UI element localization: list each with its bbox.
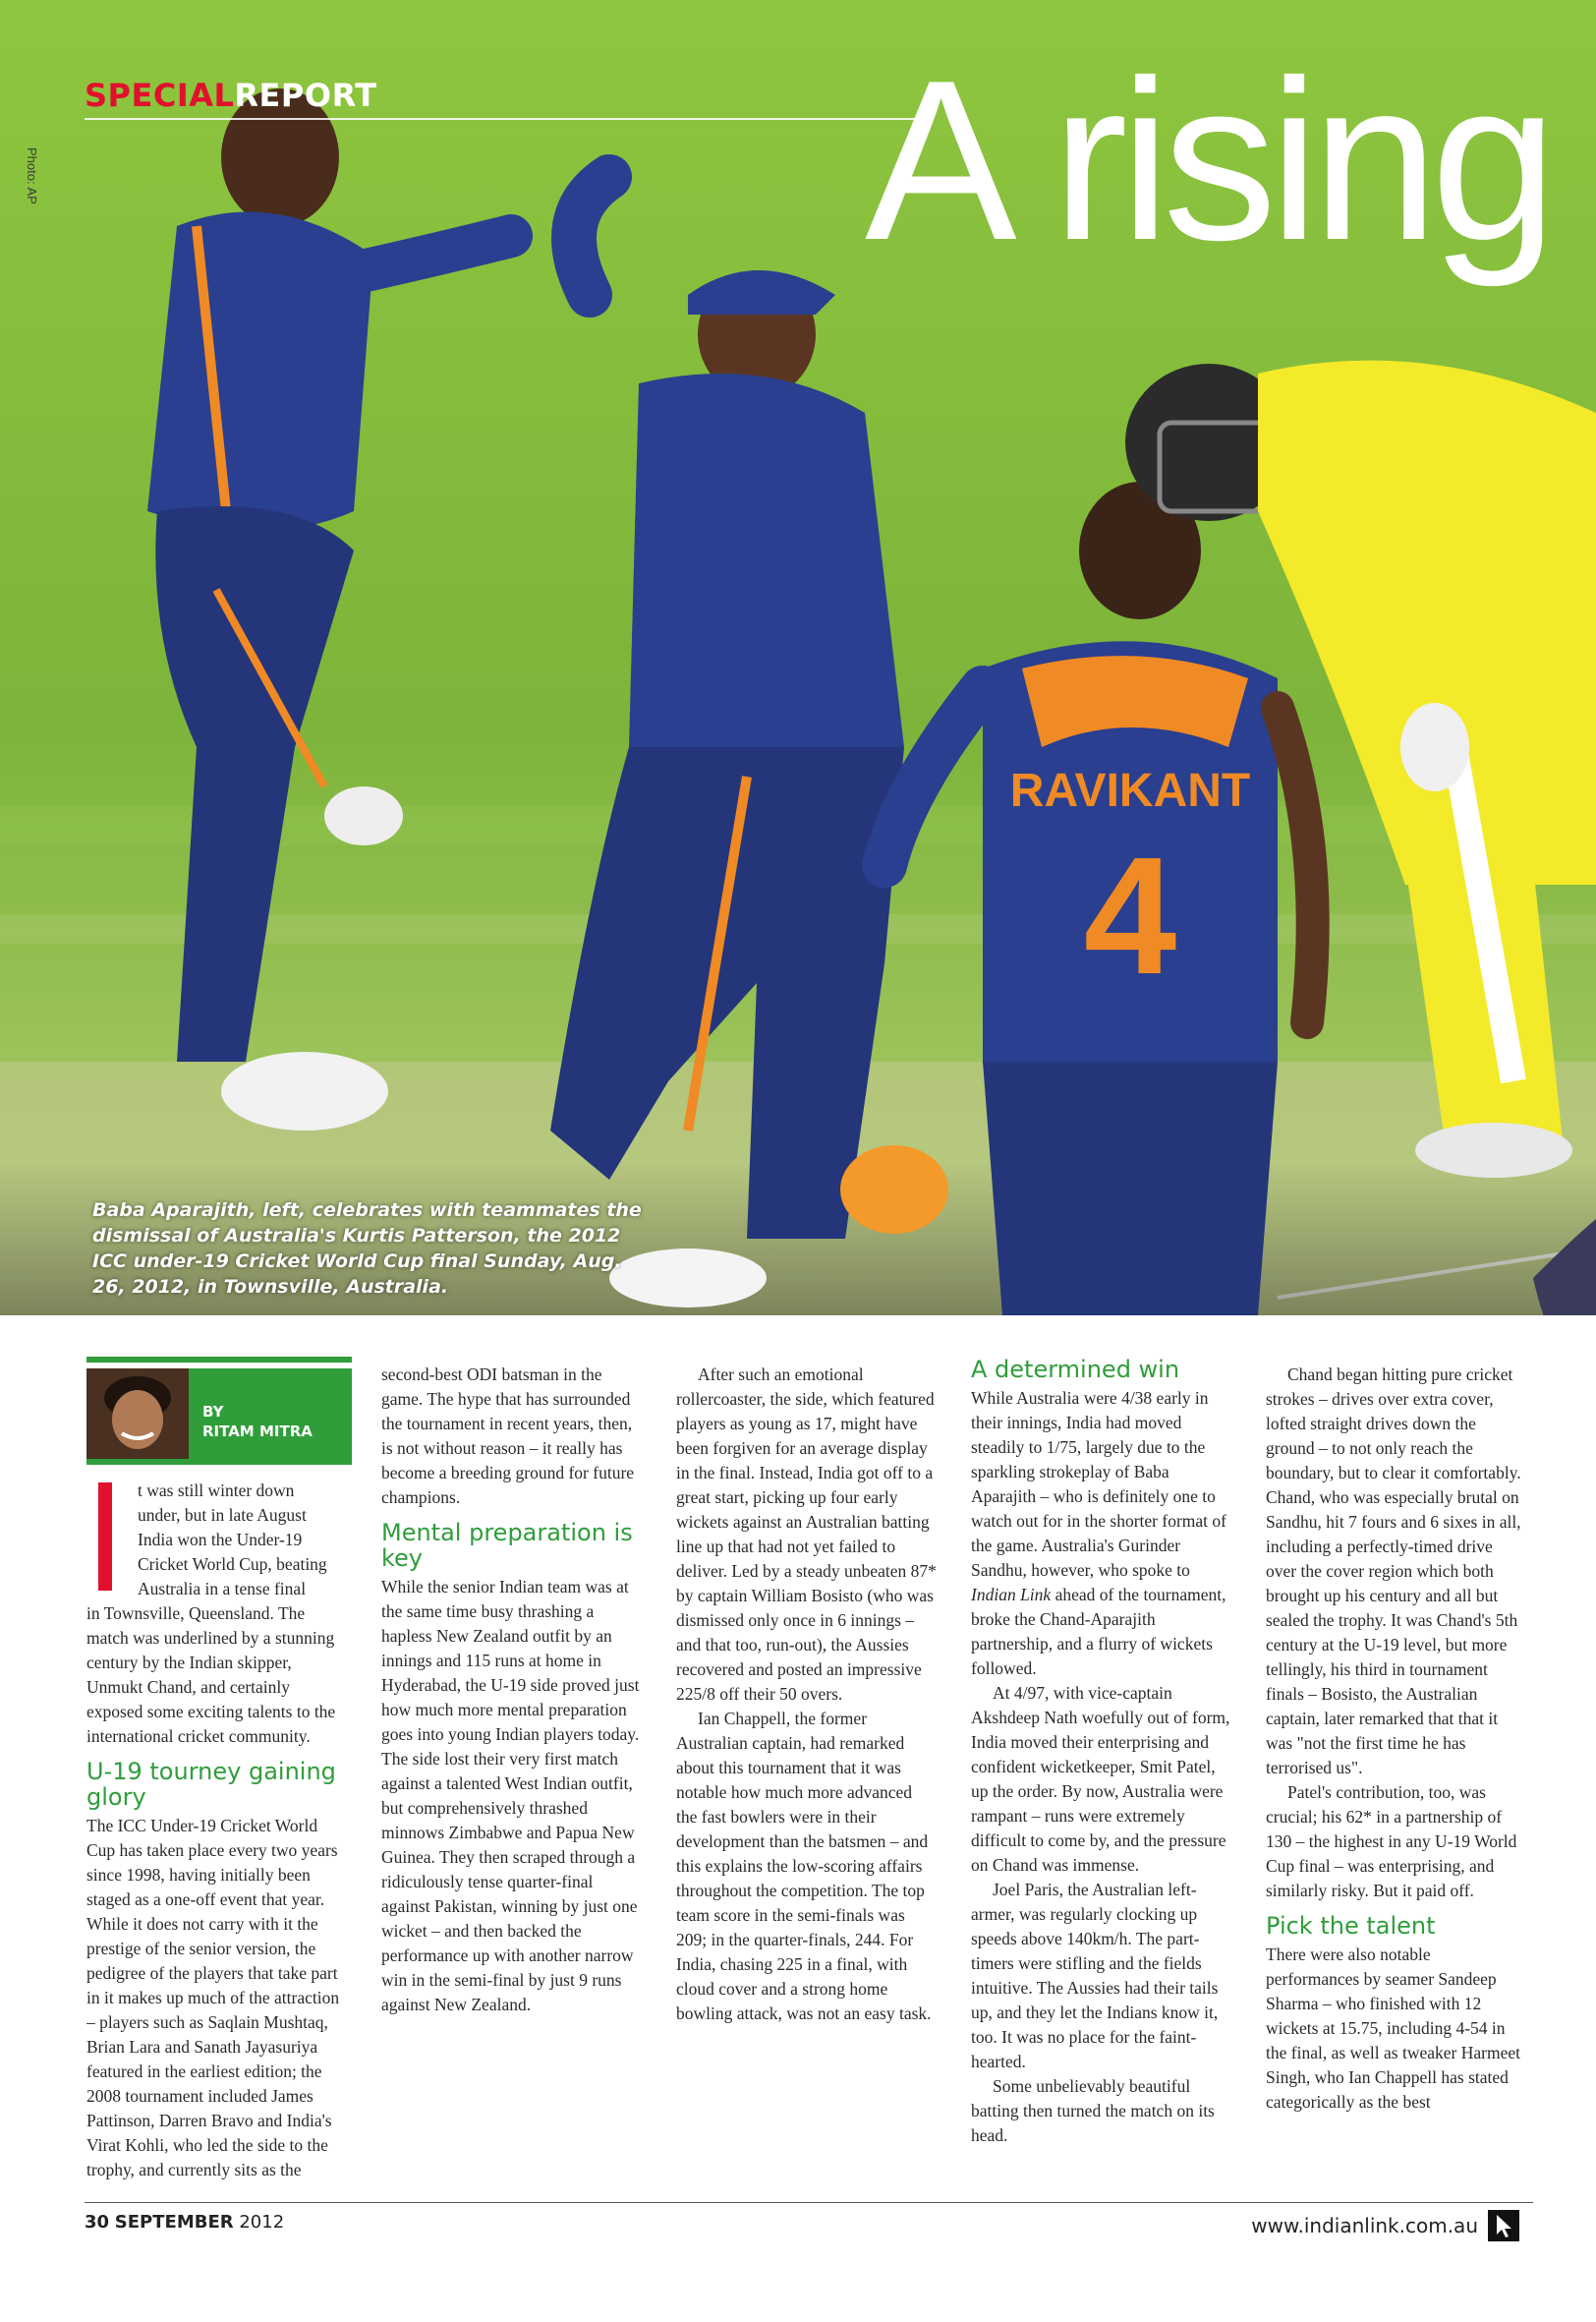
section-kicker	[85, 77, 377, 114]
byline-by: BY	[202, 1403, 224, 1421]
byline-box	[86, 1357, 352, 1465]
publication-name: Indian Link	[971, 1585, 1052, 1604]
paragraph-nath: At 4/97, with vice-captain Akshdeep Nath woefully out of form, India moved their enterprising and confident wicketkeeper, Smit Patel, up the order. By now, Australia were rampant – runs were extremely difficult to come by, and the pressure on Chand was immense.	[971, 1683, 1230, 1875]
lead-line: under, but in late August	[138, 1505, 307, 1525]
lead-line: Cricket World Cup, beating	[138, 1554, 327, 1574]
paragraph-talent: There were also notable performances by seamer Sandeep Sharma – who finished with 12 wickets at 15.75, including 4-54 in the final, as well as tweaker Harmeet Singh, who Ian Chappell has stated categorically as the best	[1266, 1945, 1520, 2112]
author-avatar	[86, 1368, 189, 1459]
subhead-tourney: U-19 tourney gaining glory	[86, 1758, 336, 1811]
subhead-determined: A determined win	[971, 1356, 1180, 1383]
byline-author: RITAM MITRA	[202, 1422, 313, 1440]
photo-credit: Photo: AP	[25, 147, 39, 204]
jersey-number: 4	[1083, 823, 1177, 1010]
paragraph-determined-a: While Australia were 4/38 early in their innings, India had moved steadily to 1/75, largely due to the sparkling strokeplay of Baba Aparajith – who is definitely one to watch out for in the shorter format of the game. Australia's Gurinder Sandhu, however, who spoke to	[971, 1388, 1226, 1580]
subhead-talent: Pick the talent	[1266, 1912, 1436, 1940]
paragraph-tourney: The ICC Under-19 Cricket World Cup has taken place every two years since 1998, having initially been staged as a one-off event that year. While it does not carry with it the prestige of the senior version, the pedigree of the players that take part in it makes up much of the attraction – players such as Saqlain Mushtaq, Brian Lara and Sanath Jayasuriya featured in the earliest edition; the 2008 tournament included James Pattinson, Darren Bravo and India's Virat Kohli, who led the side to the trophy, and currently sits as the	[86, 1816, 340, 2179]
paragraph-paris: Joel Paris, the Australian left-armer, was regularly clocking up speeds above 140km/h. The part-timers were stifling and the fields intuitive. The Aussies had their tails up, and they let the Indians know it, too. It was no place for the faint-hearted.	[971, 1880, 1219, 2071]
paragraph-chappell: Ian Chappell, the former Australian captain, had remarked about this tournament that it was notable how much more advanced the fast bowlers were in their development than the batsmen – and this explains the low-scoring affairs throughout the competition. The top team score in the semi-finals was 209; in the quarter-finals, 244. For India, chasing 225 in a final, with cloud cover and a strong home bowling attack, was not an easy task.	[676, 1709, 932, 2023]
footer-rule	[85, 2202, 1533, 2203]
lead-paragraph	[86, 1479, 347, 1749]
paragraph-mental: While the senior Indian team was at the same time busy thrashing a hapless New Zealand outfit by an innings and 115 runs at home in Hyderabad, the U-19 side proved just how much more mental preparation goes into young Indian players today. The side lost their very first match against a talented West Indian outfit, but comprehensively thrashed minnows Zimbabwe and Papua New Guinea. They then scraped through a ridiculously tense quarter-final against Pakistan, winning by just one wicket – and then backed the performance up with another narrow win in the semi-final by just 9 runs against New Zealand.	[381, 1577, 640, 2014]
paragraph-after: After such an emotional rollercoaster, the side, which featured players as young as 17, might have been forgiven for an average display in the final. Instead, India got off to a great start, picking up four early wickets against an Australian batting line up that had not yet failed to deliver. Led by a steady unbeaten 87* by captain William Bosisto (who was dismissed only once in 6 innings – and that too, run-out), the Aussies recovered and posted an impressive 225/8 off their 50 overs.	[676, 1364, 937, 1704]
photo-caption: Baba Aparajith, left, celebrates with teammates the dismissal of Australia's Kurtis Patterson, the 2012 ICC under-19 Cricket World Cup final Sunday, Aug. 26, 2012, in Townsville, Australia.	[92, 1199, 642, 1298]
article-column-5	[1266, 1363, 1526, 2115]
dropcap-i	[98, 1482, 112, 1591]
page-number: 30	[85, 2212, 110, 2233]
lead-rest: in Townsville, Queensland. The match was underlined by a stunning century by the Indian skipper, Unmukt Chand, and certainly exposed some exciting talents to the international cricket community.	[86, 1603, 336, 1746]
cursor-arrow-icon	[1488, 2210, 1519, 2241]
article-column-1	[86, 1357, 347, 2182]
headline: A rising	[865, 33, 1550, 288]
jersey-name: RAVIKANT	[1009, 765, 1251, 817]
article-column-4	[971, 1357, 1231, 2148]
paragraph-tourney-continuation	[381, 1363, 642, 1510]
paragraph-chand: Chand began hitting pure cricket strokes – drives over extra cover, lofted straight drives down the ground – to not only reach the boundary, but to clear it comfortably. Chand, who was especially brutal on Sandhu, hit 7 fours and 6 sixes in all, including a perfectly-timed drive over the cover region which both brought up his century and all but sealed the trophy. It was Chand's 5th century at the U-19 level, but more tellingly, his third in tournament finals – Bosisto, the Australian captain, later remarked that that it was "not the first time he has terrorised us".	[1266, 1364, 1521, 1777]
paragraph-determined-b: ahead of the tournament, broke the Chand-Aparajith partnership, and a flurry of wickets followed.	[971, 1585, 1226, 1678]
kicker-special: SPECIAL	[85, 77, 235, 114]
article-column-2	[381, 1363, 642, 2017]
lead-line: India won the Under-19	[138, 1530, 303, 1549]
issue-month: SEPTEMBER	[114, 2212, 234, 2233]
website-url[interactable]: www.indianlink.com.au	[1251, 2214, 1478, 2237]
paragraph-determined	[971, 1386, 1231, 1681]
kicker-report: REPORT	[234, 77, 377, 114]
issue-year: 2012	[239, 2212, 285, 2233]
byline	[202, 1402, 313, 1441]
paragraph-tourney-rest: second-best ODI batsman in the game. The hype that has surrounded the tournament in recent years, then, is not without reason – it really has become a breeding ground for future champions.	[381, 1364, 635, 1507]
lead-line: t was still winter down	[138, 1480, 295, 1500]
footer-folio	[85, 2212, 284, 2233]
kicker-rule	[85, 118, 930, 120]
paragraph-batting: Some unbelievably beautiful batting then turned the match on its head.	[971, 2076, 1215, 2145]
footer-website	[1251, 2210, 1519, 2241]
lead-line: Australia in a tense final	[138, 1579, 307, 1598]
article-column-3	[676, 1363, 937, 2026]
paragraph-patel: Patel's contribution, too, was crucial; his 62* in a partnership of 130 – the highest in any U-19 World Cup final – was enterprising, and similarly risky. But it paid off.	[1266, 1782, 1517, 1900]
subhead-mental: Mental preparation is key	[381, 1519, 633, 1572]
